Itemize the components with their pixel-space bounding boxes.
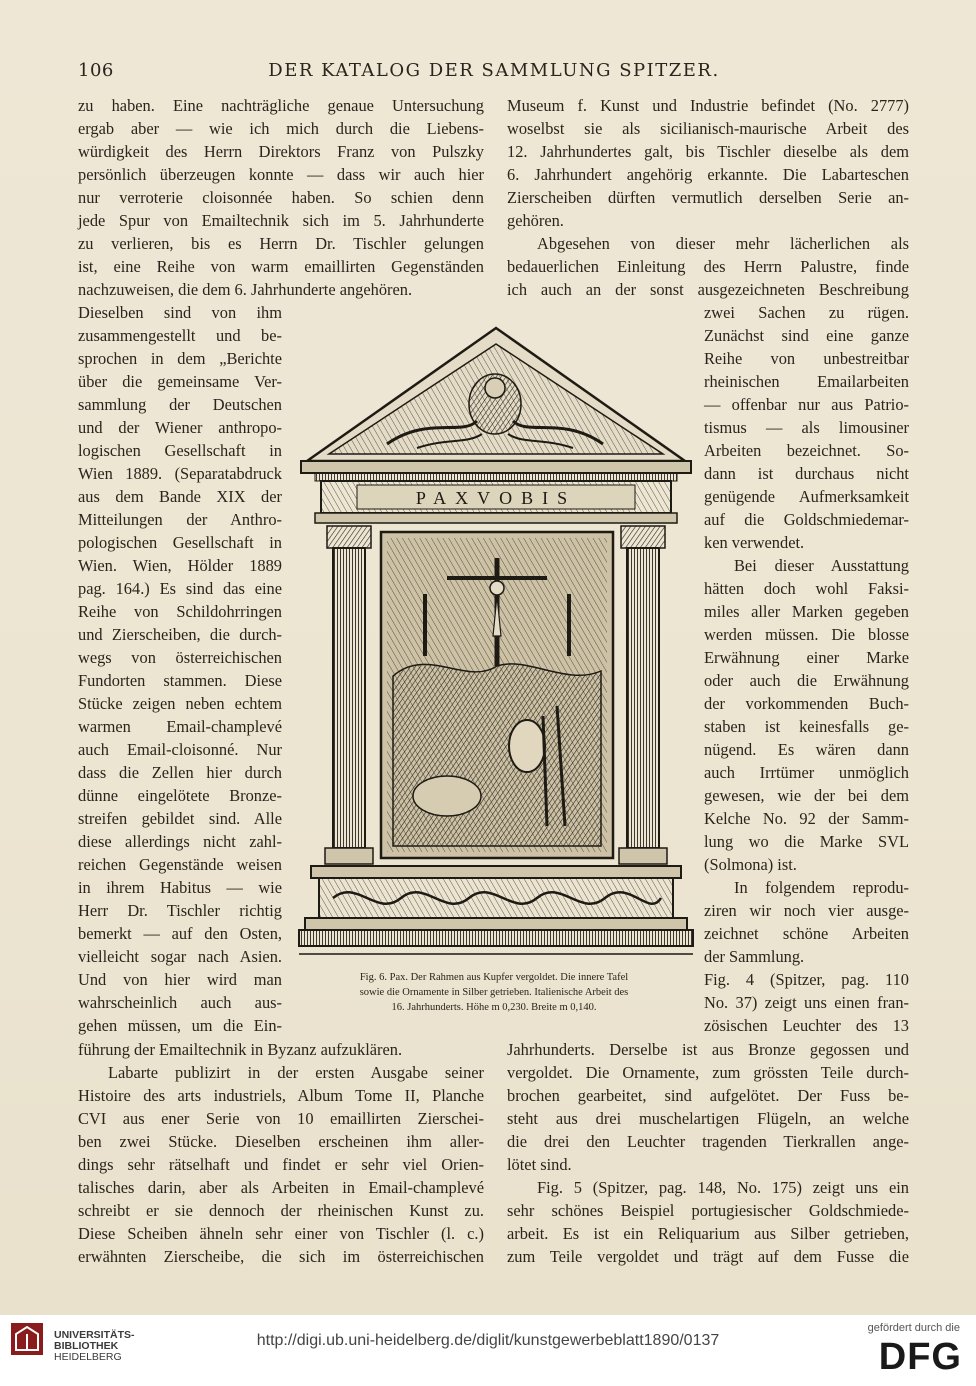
text-line: dings sehr rätselhaft und findet er sehr viel Orien- (78, 1155, 484, 1174)
text-line: pologischen Gesellschaft in (78, 533, 282, 552)
text-line: nur verroterie cloisonnée haben. So schien denn (78, 188, 484, 207)
text-line: zum Teile vergoldet und trägt auf dem Fusse die (507, 1247, 909, 1266)
pax-engraving (297, 326, 695, 966)
crucifixion-panel (381, 532, 613, 858)
text-line: arbeit. Es ist ein Reliquarium aus Silber getrieben, (507, 1224, 909, 1243)
text-line: nügend. Es wären dann (704, 740, 909, 759)
text-line: Fundorten stammen. Diese (78, 671, 282, 690)
caption-line: Fig. 6. Pax. Der Rahmen aus Kupfer vergoldet. Die innere Tafel (359, 972, 629, 983)
institution-line: UNIVERSITÄTS- (54, 1329, 135, 1341)
text-line: und Zierscheiben, die durch- (78, 625, 282, 644)
text-line: zwei Sachen zu rügen. (704, 303, 909, 322)
text-line: Labarte publizirt in der ersten Ausgabe seiner (108, 1063, 484, 1082)
text-line: Und von hier wird man (78, 970, 282, 989)
text-line: In folgendem reprodu- (734, 878, 909, 897)
text-line: in ihrem Habitus — wie (78, 878, 282, 897)
text-line: 6. Jahrhundert angehörig erkannte. Die Labarteschen (507, 165, 909, 184)
text-line: erwähnten Zierscheibe, die sich im österreichischen (78, 1247, 484, 1266)
text-line: jede Spur von Emailtechnik sich im 5. Jahrhunderte (78, 211, 484, 230)
text-line: woselbst sie als sicilianisch-maurische Arbeit des (507, 119, 909, 138)
text-line: werden müssen. Die blosse (704, 625, 909, 644)
text-line: der vorkommenden Buch- (704, 694, 909, 713)
text-line: oder auch die Erwähnung (704, 671, 909, 690)
text-line: Mitteilungen der Anthro- (78, 510, 282, 529)
text-line: ben zwei Stücke. Dieselben erscheinen ihm aller- (78, 1132, 484, 1151)
text-line: warmen Email-champlevé (78, 717, 282, 736)
text-line: — offenbar nur aus Patrio- (704, 395, 909, 414)
text-line: dann ist durchaus nicht (704, 464, 909, 483)
text-line: Reihe von unbestreitbar (704, 349, 909, 368)
dfg-logo: DFG (878, 1336, 962, 1378)
text-line: zösischen Leuchter des 13 (704, 1016, 909, 1035)
text-line: nachzuweisen, die dem 6. Jahrhunderte angehören. (78, 280, 413, 299)
text-line: Wien 1889. (Separatabdruck (78, 464, 282, 483)
text-line: gewesen, wie der bei dem (704, 786, 909, 805)
inscription-frieze (321, 481, 671, 513)
viewer-footer (0, 1315, 976, 1386)
text-line: Histoire des arts industriels, Album Tome II, Planche (78, 1086, 484, 1105)
text-line: streifen gebildet sind. Alle (78, 809, 282, 828)
text-line: Zierscheiben dürften vermutlich derselben Serie an- (507, 188, 909, 207)
text-line: vielleicht sogar nach Asien. (78, 947, 282, 966)
ornamental-base (319, 878, 673, 918)
text-line: gehören. (507, 211, 564, 230)
text-line: diese allerdings nicht zahl- (78, 832, 282, 851)
caption-line: sowie die Ornamente in Silber getrieben. Italienische Arbeit des (359, 987, 629, 998)
text-line: Museum f. Kunst und Industrie befindet (No. 2777) (507, 96, 909, 115)
text-line: Dieselben sind von ihm (78, 303, 282, 322)
text-line: ken verwendet. (704, 533, 805, 552)
text-line: schreibt er sie dennoch der rheinischen Kunst zu. (78, 1201, 484, 1220)
text-line: staben ist keinesfalls ge- (704, 717, 909, 736)
text-line: führung der Emailtechnik in Byzanz aufzuklären. (78, 1040, 403, 1059)
text-line: zu haben. Eine nachträgliche genaue Untersuchung (78, 96, 484, 115)
institution-city: HEIDELBERG (54, 1351, 122, 1363)
text-line: dass die Zellen hier durch (78, 763, 282, 782)
text-line: ziren wir noch vier ausge- (704, 901, 909, 920)
figure-caption (288, 970, 700, 1015)
funded-by-label: gefördert durch die (867, 1322, 960, 1334)
text-line: Stücke zeigen neben echtem (78, 694, 282, 713)
permalink-url[interactable]: http://digi.ub.uni-heidelberg.de/diglit/kunstgewerbeblatt1890/0137 (256, 1332, 720, 1349)
text-line: CVI aus ener Serie von 10 emaillirten Zierschei- (78, 1109, 484, 1128)
text-line: zu verlieren, bis es Herrn Dr. Tischler gelungen (78, 234, 484, 253)
text-line: No. 37) zeigt uns einen fran- (704, 993, 909, 1012)
text-line: dünne eingelötete Bronze- (78, 786, 282, 805)
text-line: aus dem Bande XIX der (78, 487, 282, 506)
text-line: wegs von österreichischen (78, 648, 282, 667)
text-line: ergab aber — wie ich mich durch die Liebens- (78, 119, 484, 138)
text-line: Fig. 5 (Spitzer, pag. 148, No. 175) zeigt uns ein (537, 1178, 909, 1197)
text-line: bemerkt — auf den Osten, (78, 924, 282, 943)
right-column-pillar (619, 526, 667, 864)
text-line: lung wo die Marke SVL (704, 832, 909, 851)
text-line: hätten doch wohl Faksi- (704, 579, 909, 598)
text-line: zeichnet schöne Arbeiten (704, 924, 909, 943)
text-line: bedauerlichen Einleitung des Herrn Palustre, finde (507, 257, 909, 276)
text-line: ist, eine Reihe von warm emaillirten Gegenständen (78, 257, 484, 276)
text-line: ich auch an der sonst ausgezeichneten Beschreibung (507, 280, 909, 299)
text-line: lötet sind. (507, 1155, 572, 1174)
text-line: sprochen in dem „Berichte (78, 349, 282, 368)
text-line: Jahrhunderts. Derselbe ist aus Bronze gegossen und (507, 1040, 909, 1059)
text-line: Erwähnung einer Marke (704, 648, 909, 667)
text-line: pag. 164.) Es sind das eine (78, 579, 282, 598)
text-line: auch Email-cloisonné. Nur (78, 740, 282, 759)
text-line: logischen Gesellschaft in (78, 441, 282, 460)
text-line: auf die Goldschmiedemar- (704, 510, 909, 529)
text-line: Herr Dr. Tischler richtig (78, 901, 282, 920)
text-line: Zunächst sind eine ganze (704, 326, 909, 345)
text-line: wahrscheinlich auch aus- (78, 993, 282, 1012)
text-line: genügende Aufmerksamkeit (704, 487, 909, 506)
institution-line: BIBLIOTHEK (54, 1340, 119, 1352)
text-line: über die gemeinsame Ver- (78, 372, 282, 391)
text-line: (Solmona) ist. (704, 855, 797, 874)
text-line: Wien. Wien, Hölder 1889 (78, 556, 282, 575)
text-line: auch Irrtümer unmöglich (704, 763, 909, 782)
running-title: DER KATALOG DER SAMMLUNG SPITZER. (268, 60, 720, 81)
text-line: tismus — als limousiner (704, 418, 909, 437)
text-line: talisches darin, aber als Arbeiten in Email-champlevé (78, 1178, 484, 1197)
text-line: Abgesehen von dieser mehr lächerlichen als (537, 234, 909, 253)
pediment (307, 328, 685, 461)
text-line: persönlich überzeugen konnte — dass wir auch hier (78, 165, 484, 184)
text-line: der Sammlung. (704, 947, 805, 966)
text-line: sehr schönes Beispiel portugiesischer Goldschmiede- (507, 1201, 909, 1220)
text-line: gehen müssen, um die Ein- (78, 1016, 282, 1035)
text-line: Kelche No. 92 der Samm- (704, 809, 909, 828)
text-line: Arbeiten bezeichnet. So- (704, 441, 909, 460)
page-header (78, 60, 910, 88)
inscription-text: PAXVOBIS (415, 488, 577, 508)
text-line: brochen gearbeitet, sind aufgelötet. Der Fuss be- (507, 1086, 909, 1105)
text-line: steht aus drei muschelartigen Flügeln, an welche (507, 1109, 909, 1128)
text-line: und der Wiener anthropo- (78, 418, 282, 437)
text-line: Bei dieser Ausstattung (734, 556, 909, 575)
text-line: vergoldet. Die Ornamente, zum grössten Teile durch- (507, 1063, 909, 1082)
left-column-pillar (325, 526, 373, 864)
text-line: würdigkeit des Herrn Direktors Franz von Pulszky (78, 142, 484, 161)
text-line: reichen Gegenstände weisen (78, 855, 282, 874)
text-line: Reihe von Schildohrringen (78, 602, 282, 621)
text-line: zusammengestellt und be- (78, 326, 282, 345)
text-line: Diese Scheiben ähneln sehr einer von Tischler (l. c.) (78, 1224, 484, 1243)
caption-line: 16. Jahrhunderts. Höhe m 0,230. Breite m 0,140. (391, 1002, 597, 1013)
text-line: Fig. 4 (Spitzer, pag. 110 (704, 970, 909, 989)
text-line: sammlung der Deutschen (78, 395, 282, 414)
page-number: 106 (78, 60, 114, 81)
text-line: die drei den Leuchter tragenden Tierkrallen ange- (507, 1132, 909, 1151)
text-line: 12. Jahrhundertes galt, bis Tischler dieselbe als dem (507, 142, 909, 161)
text-line: miles aller Marken gegeben (704, 602, 909, 621)
text-line: rheinischen Emailarbeiten (704, 372, 909, 391)
